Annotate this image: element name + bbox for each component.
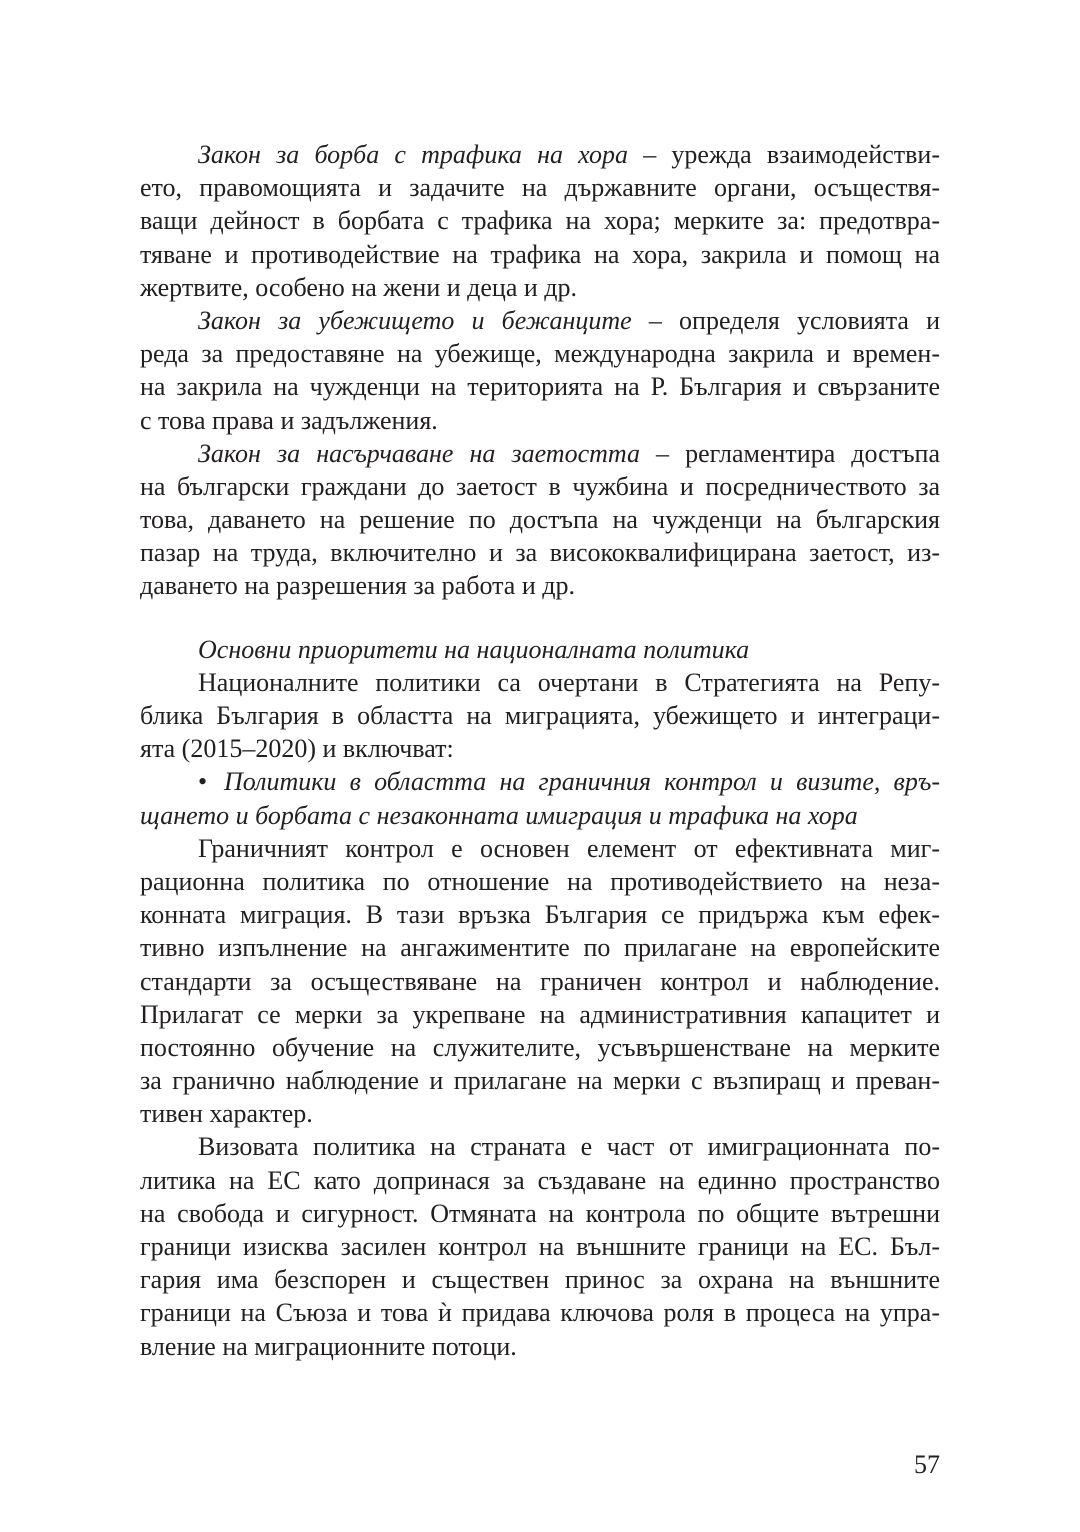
text-line: тивен характер. [140,1099,313,1129]
text-line: литика на ЕС като допринася за създаване на единно пространство [140,1165,940,1195]
text-line: тяване и противодействие на трафика на хора, закрила и помощ на [140,239,940,269]
text-line: това, даването на решение по достъпа на чужденци на българския [140,505,940,535]
bullet-line: • Политики в областта на граничния контрол и визите, връ- [140,765,940,798]
text-line: Закон за убежището и бежанците – определя условията и [198,305,940,335]
text-line: вление на миграционните потоци. [140,1331,517,1361]
section-gap [140,603,940,633]
text-line: за гранично наблюдение и прилагане на мерки с възпиращ и преван- [140,1066,940,1096]
law-title: Закон за насърчаване на заетостта [198,438,640,468]
paragraph-trafficking-law [140,138,940,304]
text-line: конната миграция. В тази връзка България се придържа към ефек- [140,900,940,930]
text-line: Визовата политика на страната е част от имиграционната по- [198,1132,940,1162]
page-body [140,138,940,1363]
page-number: 57 [914,1450,940,1479]
text-line: Закон за борба с трафика на хора – урежда взаимодействи- [198,140,940,169]
bullet-item-border-control [140,765,940,831]
text-line: граници изисква засилен контрол на външните граници на ЕС. Бъл- [140,1232,940,1261]
text-line: жертвите, особено на жени и деца и др. [140,272,578,302]
text-line: на свобода и сигурност. Отмяната на контрола по общите вътрешни [140,1198,940,1228]
text-line: щането и борбата с незаконната имиграция и трафика на хора [140,800,858,830]
section-heading: Основни приоритети на националната политика [198,634,750,664]
bullet-icon: • [198,767,208,797]
paragraph-employment-law [140,437,940,603]
text-line: Граничният контрол е основен елемент от ефективната миг- [198,833,940,863]
law-title: Закон за убежището и бежанците [198,305,632,335]
text-line: с това права и задължения. [140,405,438,435]
text-line: на закрила на чужденци на територията на Р. България и свързаните [140,372,940,402]
text-line: ващи дейност в борбата с трафика на хора; мерките за: предотвра- [140,206,940,236]
text-line: тивно изпълнение на ангажиментите по прилагане на европейските [140,933,940,963]
paragraph-visa-policy [140,1130,940,1362]
text-line: пазар на труда, включително и за висококвалифицирана заетост, из- [140,538,940,568]
text-line: даването на разрешения за работа и др. [140,571,575,601]
text-line: на български граждани до заетост в чужбина и посредничеството за [140,471,940,501]
law-title: Закон за борба с трафика на хора [198,140,629,169]
text-line: граници на Съюза и това ѝ придава ключова роля в процеса на упра- [140,1298,940,1328]
paragraph-asylum-law [140,304,940,437]
text-line: блика България в областта на миграцията, убежището и интеграци- [140,701,940,730]
text-line: стандарти за осъществяване на граничен контрол и наблюдение. [140,966,940,996]
paragraph-national-policies [140,666,940,766]
paragraph-border-control [140,832,940,1131]
text-line: Националните политики са очертани в Стратегията на Репу- [198,667,940,697]
text-line: ето, правомощията и задачите на държавните органи, осъществя- [140,173,940,203]
text-line: Прилагат се мерки за укрепване на административния капацитет и [140,999,940,1029]
text-line: ята (2015–2020) и включват: [140,734,454,764]
text-line: реда за предоставяне на убежище, международна закрила и времен- [140,339,940,369]
text-line: гария има безспорен и съществен принос за охрана на външните [140,1265,940,1295]
text-line: постоянно обучение на служителите, усъвършенстване на мерките [140,1032,940,1062]
text-line: Закон за насърчаване на заетостта – регламентира достъпа [198,438,940,468]
text-line: рационна политика по отношение на противодействието на неза- [140,866,940,896]
